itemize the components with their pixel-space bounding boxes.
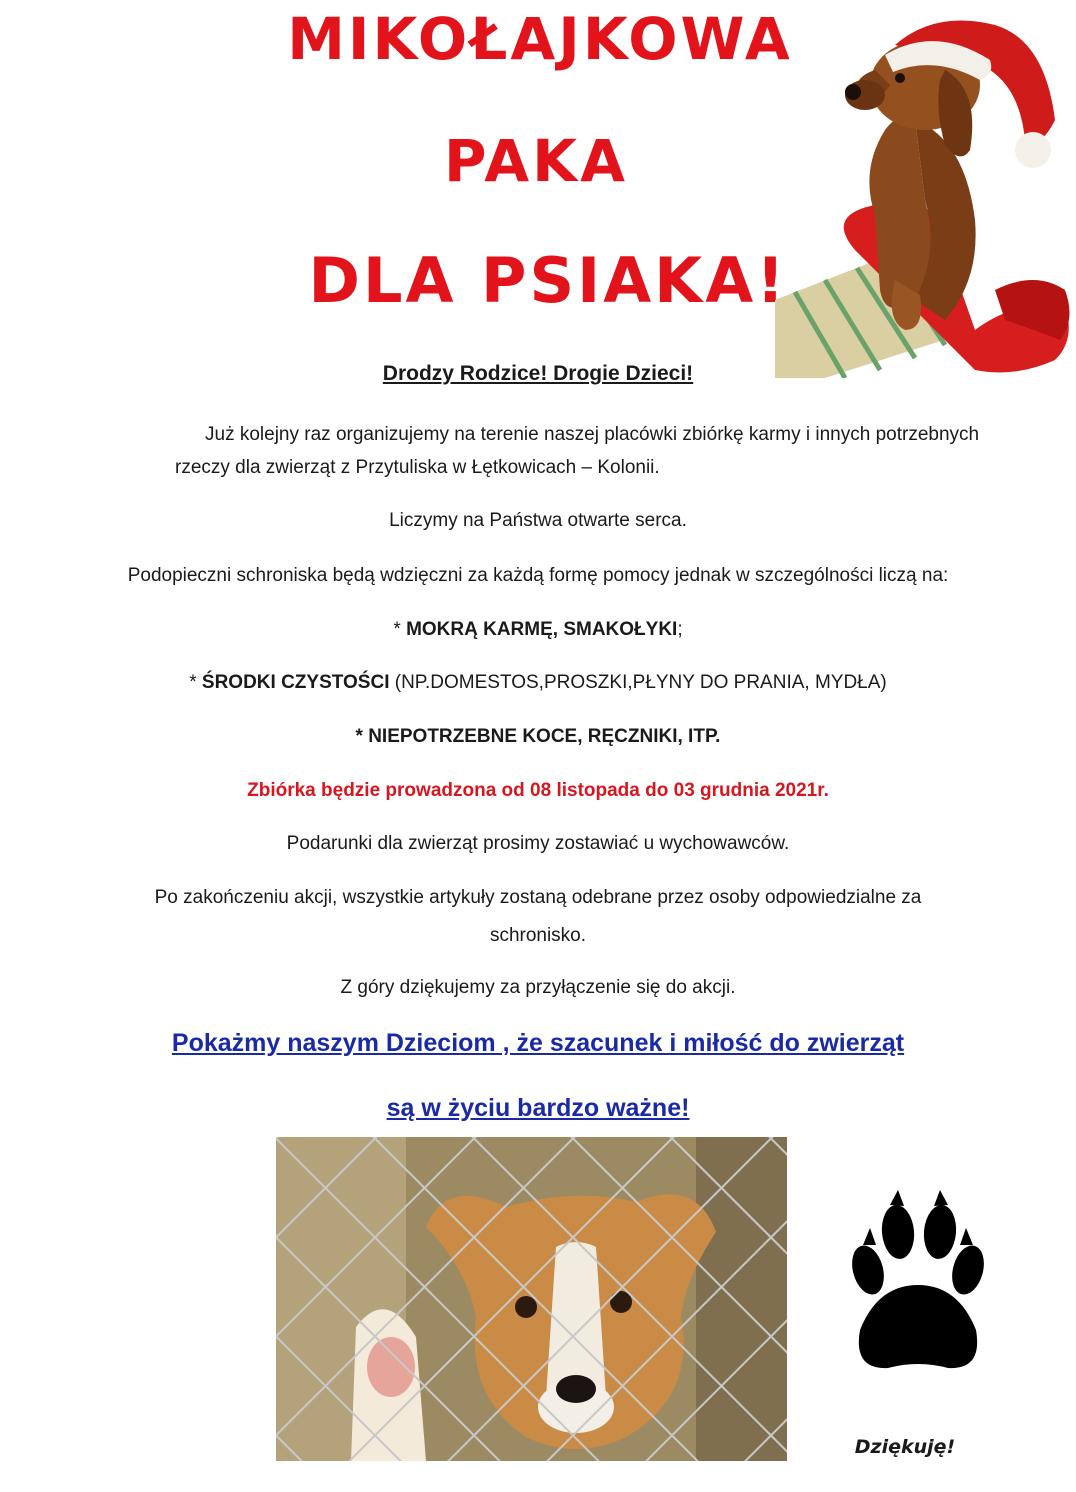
motto-line-1: Pokażmy naszym Dzieciom , że szacunek i miłość do zwierząt — [171, 1029, 905, 1057]
paw-print-icon — [848, 1190, 988, 1380]
signature-thanks: Dziękuję! — [854, 1436, 956, 1458]
thanks-join-text: Z góry dziękujemy za przyłączenie się do akcji. — [340, 977, 736, 998]
item-blankets-towels: * NIEPOTRZEBNE KOCE, RĘCZNIKI, ITP. — [355, 726, 721, 747]
item-cleaning-supplies: * ŚRODKI CZYSTOŚCI (NP.DOMESTOS,PROSZKI,PŁYNY DO PRANIA, MYDŁA) — [189, 672, 887, 693]
intro-paragraph: Już kolejny raz organizujemy na terenie naszej placówki zbiórkę karmy i innych potrzebnych rzeczy dla zwierząt z Przytuliska w Łętkowicach – Kolonii. — [175, 424, 980, 478]
title-line-1: MIKOŁAJKOWA — [287, 5, 793, 73]
hearts-text: Liczymy na Państwa otwarte serca. — [389, 510, 687, 531]
after-action-line-2: schronisko. — [489, 925, 587, 946]
title-line-2: PAKA — [444, 127, 628, 195]
dog-in-santa-hat-gift-photo — [765, 0, 1076, 378]
after-action-line-1: Po zakończeniu akcji, wszystkie artykuły zostaną odebrane przez osoby odpowiedzialne za — [154, 887, 922, 908]
collection-dates: Zbiórka będzie prowadzona od 08 listopada do 03 grudnia 2021r. — [247, 780, 829, 801]
needs-intro-text: Podopieczni schroniska będą wdzięczni za każdą formę pomocy jednak w szczególności liczą na: — [127, 565, 949, 586]
title-line-3: DLA PSIAKA! — [308, 244, 788, 317]
motto-line-2: są w życiu bardzo ważne! — [386, 1094, 690, 1122]
greeting-heading: Drodzy Rodzice! Drogie Dzieci! — [382, 362, 694, 385]
dog-behind-fence-photo — [276, 1137, 787, 1461]
item-wet-food: * MOKRĄ KARMĘ, SMAKOŁYKI; — [393, 619, 683, 640]
gifts-text: Podarunki dla zwierząt prosimy zostawiać u wychowawców. — [286, 833, 790, 854]
